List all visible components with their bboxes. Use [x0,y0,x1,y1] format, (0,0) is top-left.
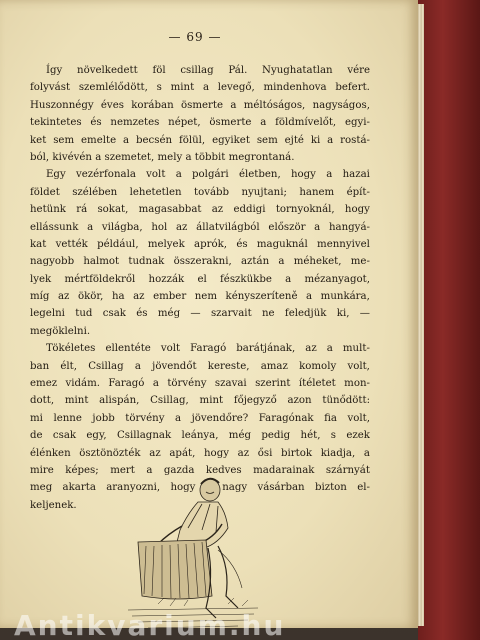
word: ösztönözték [79,447,141,459]
word: mértföldekről [64,273,136,285]
word: meg [30,482,53,494]
word: leánya, [181,430,219,442]
text-line [30,114,370,131]
word: ejté [284,134,304,146]
word: akarta [62,482,96,494]
word: mint [170,82,195,94]
word: a [87,221,94,233]
word: dott, [30,395,55,407]
word: szárnyát [325,464,370,476]
word: azon [287,395,312,407]
word: halmot [83,256,120,268]
word: fölül, [178,134,206,146]
word: szarvait [210,308,252,320]
word: szélében [72,186,118,198]
word: jobb [92,412,115,424]
word: apát, [169,447,196,459]
word: aztán [240,256,270,268]
word: ezek [346,430,370,442]
word: levegő, [217,82,255,94]
text-line [30,445,370,462]
word: hét, [300,430,321,442]
word: becsén [135,134,173,146]
word: tünődött: [322,395,370,407]
word: egy, [86,430,107,442]
word: eddigi [233,204,266,216]
word: feledjük [284,308,327,320]
word: hogy [290,169,316,181]
word: mi [30,412,43,424]
word: hozzák [148,273,185,285]
word: nagyságos, [312,99,370,111]
word: lehetetlen [129,186,182,198]
word: a [306,291,313,303]
word: emez [30,378,58,390]
word: népet, [168,117,201,129]
word: és [90,117,102,129]
text-line [30,253,370,270]
word: volt, [347,412,370,424]
word: tornyoknál, [275,204,335,216]
word: rá [76,204,88,216]
word: élénken [30,447,71,459]
word: volt [160,343,181,355]
word: mire [30,464,54,476]
word: az [57,291,70,303]
word: — [190,308,201,320]
word: mint [199,395,224,407]
word: képes; [65,464,99,476]
word: vették [55,238,88,250]
word: Nyughatatlan [262,65,333,76]
word: folyvást [30,82,71,94]
word: mézanyagot, [304,273,370,285]
word: például, [97,238,139,250]
word: a [134,360,141,372]
page-number: — 69 — [168,30,222,44]
word: Csillag [88,360,124,372]
text-line [30,410,370,427]
word: az [211,204,224,216]
word: épít- [346,186,370,198]
word: polgári [192,169,229,181]
watermark: Antikvarium.hu [14,612,286,640]
word: szerint [255,378,291,390]
word: törvény [167,378,207,390]
text-line [30,184,370,201]
word: hangyá- [328,221,370,233]
word: s [330,430,337,442]
word: a [314,221,321,233]
word: korában [131,99,174,111]
word: a [174,412,182,424]
word: Huszonnégy [30,99,94,111]
word: az [133,291,145,303]
word: ne [262,308,275,320]
text-line: keljenek. [30,499,77,511]
word: kereste, [207,360,250,372]
word: lyek [30,273,52,285]
text-line [30,166,370,183]
word: a [152,378,159,390]
word: emelte [81,134,117,146]
word: az [237,447,250,459]
word: először [268,221,306,233]
word: mennyivel [317,238,370,250]
word: me- [350,256,370,268]
word: növelkedett [77,65,138,76]
word: nagyobb [30,256,75,268]
text-line [30,427,370,444]
word: gazda [163,464,195,476]
word: ki [310,134,321,146]
word: állatvilágból [196,221,260,233]
word: birtok [280,447,313,459]
word: életben, [238,169,281,181]
word: a [363,447,370,459]
text-line [30,219,370,236]
text-line [30,340,370,357]
word: törvény [125,412,165,424]
word: tudnak [128,256,165,268]
word: hazai [342,169,370,181]
word: volt [146,169,166,181]
word: a [327,134,334,146]
word: sokat, [97,204,129,216]
text-line [30,236,370,253]
word: és [136,308,148,320]
word: magasabbat [138,204,202,216]
word: hetünk [30,204,66,216]
word: sem [256,134,278,146]
word: mert [110,464,135,476]
text-line [30,132,370,149]
word: világba, [101,221,143,233]
text-line [30,79,370,96]
word: a [202,82,210,94]
body-text [30,62,370,514]
word: de [30,430,43,442]
word: összerakni, [173,256,232,268]
word: még [157,308,181,320]
word: ellássunk [30,221,79,233]
word: sem [53,134,75,146]
word: nyujtani; [241,186,287,198]
word: az [149,447,161,459]
word: rostá- [340,134,370,146]
word: földet [30,186,60,198]
word: a [175,169,182,181]
text-line [30,62,370,79]
text-line [30,358,370,375]
word: maguknál [256,238,308,250]
word: az [305,343,317,355]
word: vére [347,65,370,76]
word: vásárban [257,482,305,494]
word: méheket, [293,256,342,268]
word: nemzetes [110,117,160,129]
word: lenne [53,412,82,424]
word: aranyozni, [106,482,161,494]
word: ki, [336,308,350,320]
word: jövendőre? [191,412,249,424]
word: ban [30,360,50,372]
word: — [359,308,370,320]
word: vezérfonala [75,169,136,181]
word: csillag [180,65,214,76]
word: ket [30,134,47,146]
text-line [30,97,370,114]
word: tud [75,308,93,320]
word: és [236,238,248,250]
text-line [30,305,370,322]
word: madarainak [253,464,315,476]
word: ítéletet [298,378,336,390]
word: volt, [347,360,370,372]
word: élt, [60,360,78,372]
word: aprók, [194,238,228,250]
word: csak [102,308,126,320]
word: a [146,464,153,476]
word: ha [111,291,125,303]
word: hogy [344,204,370,216]
word: tovább [193,186,230,198]
word: nem [194,291,217,303]
book-cover-edge [418,0,480,640]
word: szavai [214,378,247,390]
text-line: ból, kivévén a szemetet, mely a többit megrontaná. [30,151,295,163]
word: mindenhova [263,82,327,94]
word: földmívelőt, [275,117,337,129]
text-line [30,375,370,392]
word: el [197,273,207,285]
word: éves [100,99,124,111]
word: ember [153,291,187,303]
word: Faragónak [258,412,314,424]
word: komoly [299,360,337,372]
word: egyi- [344,117,370,129]
word: pedig [261,430,291,442]
word: el- [357,482,370,494]
word: a [285,273,292,285]
word: az [175,221,188,233]
word: ellentéte [105,343,151,355]
word: egyiket [212,134,250,146]
word: ösmerte [180,99,224,111]
word: ösmerte [209,117,252,129]
word: ősi [257,447,273,459]
word: csak [52,430,77,442]
word: tekintetes [30,117,82,129]
word: amaz [260,360,288,372]
text-line [30,271,370,288]
word: munkára, [320,291,370,303]
word: a [326,169,333,181]
word: Csillag, [150,395,189,407]
word: fészkükbe [220,273,272,285]
text-line [30,288,370,305]
word: Így [46,65,63,76]
word: befert. [335,82,370,94]
word: fia [324,412,337,424]
word: barátjának, [236,343,296,355]
word: kedves [205,464,242,476]
word: a [230,99,237,111]
word: Faragó [190,343,227,355]
word: Pál. [228,65,248,76]
word: melyek [147,238,185,250]
word: szemlélődött, [78,82,148,94]
word: még [228,430,252,442]
word: legelni [30,308,65,320]
text-line [30,392,370,409]
word: alispán, [99,395,140,407]
word: vidám. [65,378,100,390]
word: hogy [170,482,196,494]
word: ökör, [77,291,104,303]
word: Faragó [108,378,145,390]
word: méltóságos, [243,99,306,111]
word: a [260,117,267,129]
word: míg [30,291,50,303]
word: mint [64,395,89,407]
engraving-illustration [118,468,268,628]
word: hogy [204,447,229,459]
word: mon- [344,378,370,390]
word: hanem [299,186,335,198]
word: a [278,256,285,268]
text-line [30,201,370,218]
word: főjegyző [233,395,277,407]
word: a [326,343,333,355]
word: Csillagnak [116,430,172,442]
word: kat [30,238,47,250]
word: kényszeríteně [225,291,298,303]
word: kiadja, [320,447,356,459]
word: Tökéletes [46,343,96,355]
word: bizton [314,482,347,494]
word: föl [152,65,166,76]
word: a [123,134,130,146]
word: s [156,82,162,94]
word: nagy [222,482,248,494]
word: Egy [46,169,66,181]
word: mult- [342,343,370,355]
text-line: megöklelni. [30,325,91,337]
word: hol [151,221,168,233]
word: jövendőt [152,360,197,372]
